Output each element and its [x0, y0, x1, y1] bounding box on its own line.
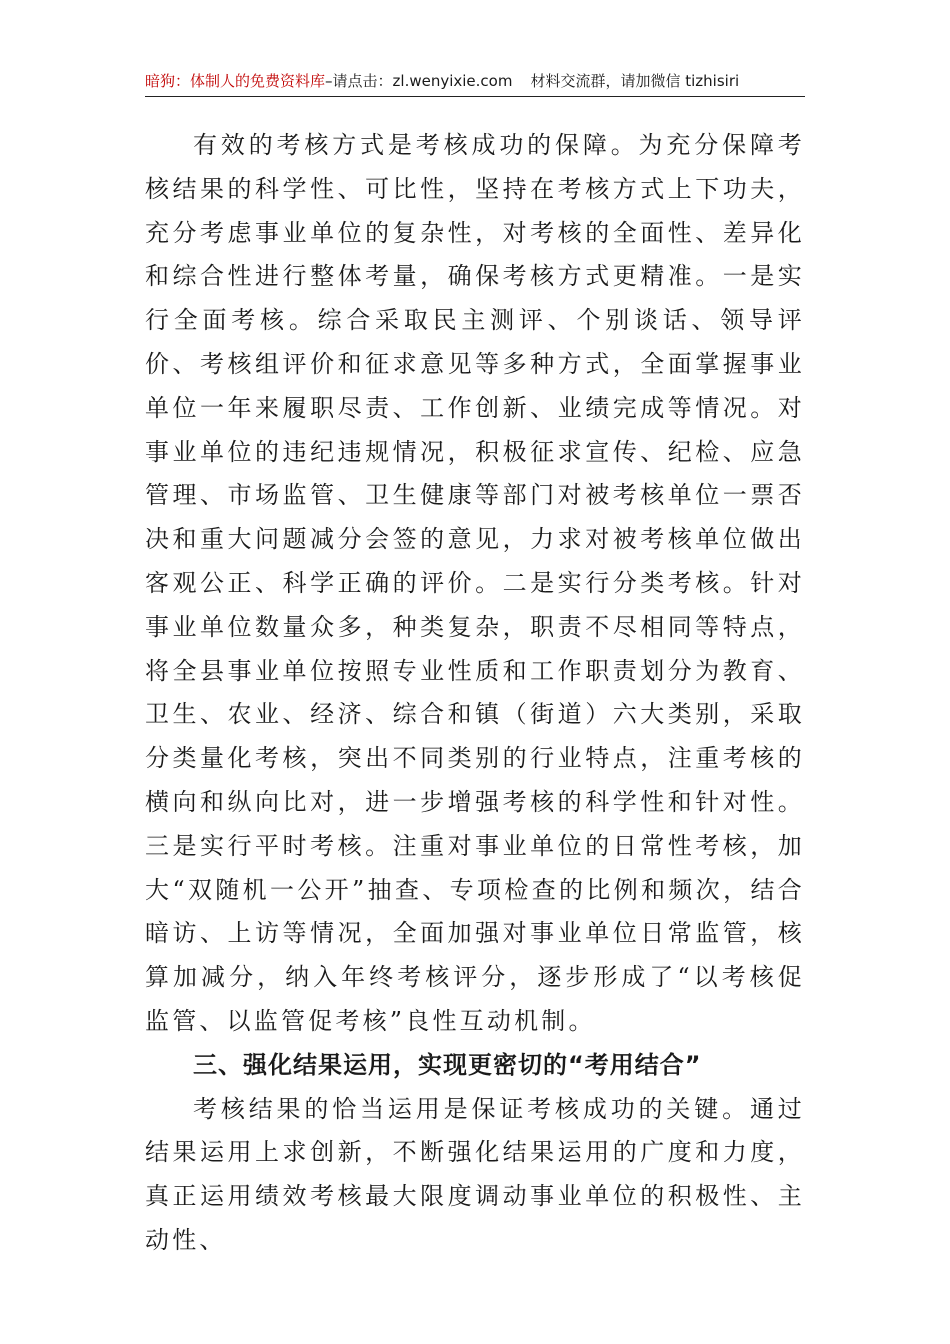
header-divider — [145, 96, 805, 97]
header-prompt: –请点击： — [325, 72, 393, 90]
header-url-link[interactable]: zl.wenyixie.com — [392, 72, 513, 90]
document-body — [145, 124, 805, 1263]
page-header — [145, 68, 805, 94]
header-brand: 暗狗：体制人的免费资料库 — [145, 72, 326, 90]
header-contact: 材料交流群，请加微信 tizhisiri — [530, 72, 740, 90]
section-heading: 三、强化结果运用，实现更密切的“考用结合” — [193, 1050, 702, 1079]
body-paragraph: 有效的考核方式是考核成功的保障。为充分保障考核结果的科学性、可比性，坚持在考核方式上下功夫，充分考虑事业单位的复杂性，对考核的全面性、差异化和综合性进行整体考量，确保考核方式更精准。一是实行全面考核。综合采取民主测评、个别谈话、领导评价、考核组评价和征求意见等多种方式，全面掌握事业单位一年来履职尽责、工作创新、业绩完成等情况。对事业单位的违纪违规情况，积极征求宣传、纪检、应急管理、市场监管、卫生健康等部门对被考核单位一票否决和重大问题减分会签的意见，力求对被考核单位做出客观公正、科学正确的评价。二是实行分类考核。针对事业单位数量众多，种类复杂，职责不尽相同等特点，将全县事业单位按照专业性质和工作职责划分为教育、卫生、农业、经济、综合和镇（街道）六大类别，采取分类量化考核，突出不同类别的行业特点，注重考核的横向和纵向比对，进一步增强考核的科学性和针对性。三是实行平时考核。注重对事业单位的日常性考核，加大“双随机一公开”抽查、专项检查的比例和频次，结合暗访、上访等情况，全面加强对事业单位日常监管，核算加减分，纳入年终考核评分，逐步形成了“以考核促监管、以监管促考核”良性互动机制。 — [145, 131, 805, 1035]
body-paragraph: 考核结果的恰当运用是保证考核成功的关键。通过结果运用上求创新，不断强化结果运用的广度和力度，真正运用绩效考核最大限度调动事业单位的积极性、主动性、 — [145, 1094, 805, 1254]
